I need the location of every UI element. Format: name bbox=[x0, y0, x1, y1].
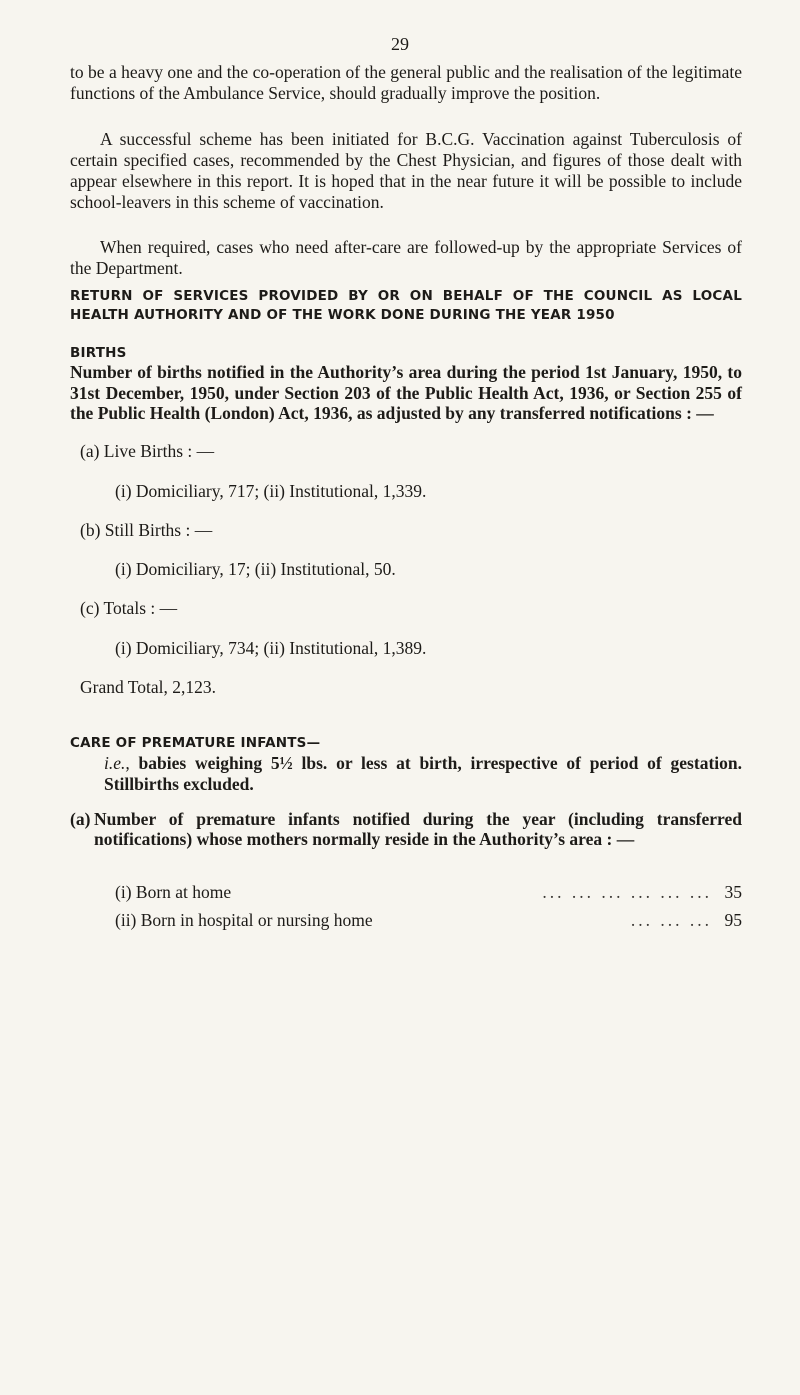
page-number: 29 bbox=[391, 34, 409, 54]
return-of-services-heading: RETURN OF SERVICES PROVIDED BY OR ON BEHALF OF THE COUNCIL AS LOCAL HEALTH AUTHORITY AND OF THE WORK DONE DURING THE YEAR 1950 bbox=[70, 288, 742, 323]
row-value: 35 bbox=[724, 882, 742, 902]
still-births-label: (b) Still Births : — bbox=[80, 520, 213, 540]
intro-paragraph-bcg: A successful scheme has been initiated for B.C.G. Vaccination against Tuberculosis of certain specified cases, recommended by the Chest Physician, and figures of those dealt with appear elsewhere in this report. It is hoped that in the near future it will be possible to include school-leavers in this scheme of vaccination. bbox=[70, 129, 742, 212]
definition-italic: i.e., bbox=[104, 753, 130, 773]
births-heading: BIRTHS bbox=[70, 345, 127, 361]
item-a-label: (a) bbox=[70, 809, 91, 829]
row-value: 95 bbox=[724, 910, 742, 930]
definition-text: babies weighing 5½ lbs. or less at birth, irrespective of period of gestation. Stillbirths excluded. bbox=[104, 753, 742, 794]
premature-infants-heading: CARE OF PREMATURE INFANTS— bbox=[70, 735, 321, 751]
premature-item-a bbox=[70, 809, 742, 849]
row-label: (i) Born at home bbox=[115, 882, 232, 902]
premature-row-born-at-home bbox=[115, 882, 742, 903]
intro-paragraph-continued: to be a heavy one and the co-operation of the general public and the realisation of the legitimate functions of the Ambulance Service, should gradually improve the position. bbox=[70, 62, 742, 103]
births-description: Number of births notified in the Authority’s area during the period 1st January, 1950, to 31st December, 1950, under Section 203 of the Public Health Act, 1936, or Section 255 of the Public Health (London) Act, 1936, as adjusted by any transferred notifications : — bbox=[70, 362, 742, 423]
still-births-values: (i) Domiciliary, 17; (ii) Institutional, 50. bbox=[115, 559, 396, 579]
leader-dots: ... ... ... bbox=[630, 910, 712, 930]
leader-dots: ... ... ... ... ... ... bbox=[542, 882, 712, 902]
live-births-label: (a) Live Births : — bbox=[80, 441, 215, 461]
live-births-values: (i) Domiciliary, 717; (ii) Institutional, 1,339. bbox=[115, 481, 427, 501]
item-a-text: Number of premature infants notified during the year (including transferred notifications) whose mothers normally reside in the Authority’s area : — bbox=[94, 809, 742, 849]
totals-values: (i) Domiciliary, 734; (ii) Institutional, 1,389. bbox=[115, 638, 427, 658]
premature-definition bbox=[104, 753, 742, 794]
intro-paragraph-after-care: When required, cases who need after-care are followed-up by the appropriate Services of the Department. bbox=[70, 237, 742, 278]
premature-row-born-in-hospital bbox=[115, 910, 742, 931]
totals-label: (c) Totals : — bbox=[80, 598, 178, 618]
grand-total: Grand Total, 2,123. bbox=[80, 677, 217, 697]
row-label: (ii) Born in hospital or nursing home bbox=[115, 910, 373, 930]
